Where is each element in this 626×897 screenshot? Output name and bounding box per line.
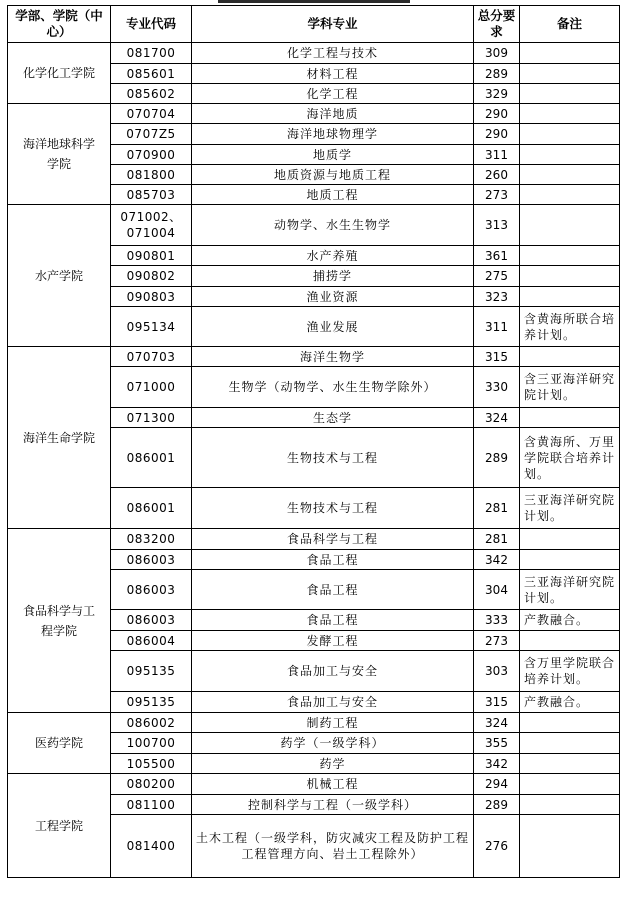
- note-cell: [520, 733, 620, 754]
- score-cell: 315: [474, 692, 520, 713]
- code-cell: 070703: [111, 347, 192, 367]
- header-row: [8, 6, 620, 43]
- score-cell: 303: [474, 651, 520, 692]
- score-cell: 260: [474, 165, 520, 185]
- department-cell: 工程学院: [8, 774, 111, 878]
- table-row: [8, 529, 620, 550]
- note-cell: [520, 246, 620, 266]
- major-cell: 地质资源与地质工程: [192, 165, 474, 185]
- major-cell: 机械工程: [192, 774, 474, 795]
- table-row: [8, 347, 620, 367]
- major-cell: 药学（一级学科）: [192, 733, 474, 754]
- code-cell: 095135: [111, 651, 192, 692]
- score-cell: 333: [474, 610, 520, 631]
- major-cell: 食品工程: [192, 570, 474, 610]
- code-cell: 095135: [111, 692, 192, 713]
- score-cell: 342: [474, 550, 520, 570]
- note-cell: 含黄海所联合培养计划。: [520, 307, 620, 347]
- department-cell: 海洋生命学院: [8, 347, 111, 529]
- score-cell: 276: [474, 815, 520, 878]
- note-cell: 三亚海洋研究院计划。: [520, 570, 620, 610]
- note-cell: 含万里学院联合培养计划。: [520, 651, 620, 692]
- major-cell: 材料工程: [192, 64, 474, 84]
- note-cell: [520, 754, 620, 774]
- score-cell: 289: [474, 64, 520, 84]
- major-cell: 渔业发展: [192, 307, 474, 347]
- note-cell: [520, 64, 620, 84]
- score-cell: 304: [474, 570, 520, 610]
- note-cell: [520, 529, 620, 550]
- table-row: [8, 774, 620, 795]
- header-note: 备注: [520, 6, 620, 43]
- department-cell: 海洋地球科学学院: [8, 104, 111, 205]
- top-border-bar: [218, 0, 410, 3]
- major-cell: 化学工程与技术: [192, 43, 474, 64]
- note-cell: [520, 43, 620, 64]
- note-cell: [520, 185, 620, 205]
- code-cell: 086003: [111, 570, 192, 610]
- code-cell: 090801: [111, 246, 192, 266]
- department-cell: 化学化工学院: [8, 43, 111, 104]
- score-cell: 309: [474, 43, 520, 64]
- major-cell: 控制科学与工程（一级学科）: [192, 795, 474, 815]
- score-cell: 311: [474, 145, 520, 165]
- major-cell: 生态学: [192, 408, 474, 428]
- major-cell: 药学: [192, 754, 474, 774]
- major-cell: 捕捞学: [192, 266, 474, 287]
- score-cell: 329: [474, 84, 520, 104]
- note-cell: [520, 145, 620, 165]
- score-cell: 323: [474, 287, 520, 307]
- major-cell: 发酵工程: [192, 631, 474, 651]
- header-major: 学科专业: [192, 6, 474, 43]
- code-cell: 086001: [111, 488, 192, 529]
- table-body: [8, 43, 620, 878]
- score-cell: 294: [474, 774, 520, 795]
- note-cell: [520, 631, 620, 651]
- note-cell: [520, 550, 620, 570]
- major-cell: 生物技术与工程: [192, 428, 474, 488]
- score-cell: 289: [474, 795, 520, 815]
- major-cell: 食品加工与安全: [192, 651, 474, 692]
- code-cell: 071002、071004: [111, 205, 192, 246]
- score-cell: 330: [474, 367, 520, 408]
- code-cell: 086002: [111, 713, 192, 733]
- table-row: [8, 43, 620, 64]
- score-cell: 290: [474, 124, 520, 145]
- major-cell: 食品加工与安全: [192, 692, 474, 713]
- code-cell: 095134: [111, 307, 192, 347]
- score-cell: 361: [474, 246, 520, 266]
- code-cell: 086004: [111, 631, 192, 651]
- table-row: [8, 104, 620, 124]
- code-cell: 080200: [111, 774, 192, 795]
- major-cell: 海洋地球物理学: [192, 124, 474, 145]
- note-cell: [520, 815, 620, 878]
- major-cell: 制药工程: [192, 713, 474, 733]
- note-cell: [520, 287, 620, 307]
- note-cell: 含三亚海洋研究院计划。: [520, 367, 620, 408]
- score-cell: 315: [474, 347, 520, 367]
- department-cell: 水产学院: [8, 205, 111, 347]
- code-cell: 081700: [111, 43, 192, 64]
- major-cell: 动物学、水生生物学: [192, 205, 474, 246]
- major-cell: 海洋生物学: [192, 347, 474, 367]
- major-cell: 食品工程: [192, 610, 474, 631]
- header-code: 专业代码: [111, 6, 192, 43]
- code-cell: 071000: [111, 367, 192, 408]
- note-cell: [520, 124, 620, 145]
- code-cell: 071300: [111, 408, 192, 428]
- major-cell: 化学工程: [192, 84, 474, 104]
- code-cell: 070704: [111, 104, 192, 124]
- score-cell: 324: [474, 713, 520, 733]
- score-cell: 290: [474, 104, 520, 124]
- note-cell: 产教融合。: [520, 692, 620, 713]
- major-cell: 渔业资源: [192, 287, 474, 307]
- code-cell: 085703: [111, 185, 192, 205]
- score-cell: 311: [474, 307, 520, 347]
- score-cell: 324: [474, 408, 520, 428]
- department-cell: 食品科学与工程学院: [8, 529, 111, 713]
- code-cell: 100700: [111, 733, 192, 754]
- score-cell: 275: [474, 266, 520, 287]
- code-cell: 0707Z5: [111, 124, 192, 145]
- note-cell: [520, 84, 620, 104]
- score-cell: 281: [474, 488, 520, 529]
- code-cell: 090802: [111, 266, 192, 287]
- score-cell: 313: [474, 205, 520, 246]
- code-cell: 086001: [111, 428, 192, 488]
- major-cell: 食品工程: [192, 550, 474, 570]
- header-dept: 学部、学院（中心）: [8, 6, 111, 43]
- note-cell: [520, 408, 620, 428]
- code-cell: 081800: [111, 165, 192, 185]
- score-cell: 273: [474, 185, 520, 205]
- code-cell: 086003: [111, 610, 192, 631]
- major-cell: 海洋地质: [192, 104, 474, 124]
- score-cell: 355: [474, 733, 520, 754]
- note-cell: [520, 347, 620, 367]
- note-cell: [520, 165, 620, 185]
- major-cell: 土木工程（一级学科，防灾减灾工程及防护工程工程管理方向、岩土工程除外）: [192, 815, 474, 878]
- code-cell: 083200: [111, 529, 192, 550]
- score-cell: 281: [474, 529, 520, 550]
- score-cell: 273: [474, 631, 520, 651]
- code-cell: 081100: [111, 795, 192, 815]
- note-cell: [520, 795, 620, 815]
- major-cell: 地质工程: [192, 185, 474, 205]
- code-cell: 085601: [111, 64, 192, 84]
- code-cell: 105500: [111, 754, 192, 774]
- note-cell: 三亚海洋研究院计划。: [520, 488, 620, 529]
- note-cell: [520, 266, 620, 287]
- major-cell: 水产养殖: [192, 246, 474, 266]
- score-cell: 289: [474, 428, 520, 488]
- code-cell: 086003: [111, 550, 192, 570]
- table-row: [8, 205, 620, 246]
- code-cell: 090803: [111, 287, 192, 307]
- note-cell: [520, 205, 620, 246]
- code-cell: 085602: [111, 84, 192, 104]
- note-cell: [520, 713, 620, 733]
- admission-score-table: [7, 5, 620, 878]
- note-cell: 产教融合。: [520, 610, 620, 631]
- major-cell: 生物学（动物学、水生生物学除外）: [192, 367, 474, 408]
- note-cell: [520, 104, 620, 124]
- major-cell: 食品科学与工程: [192, 529, 474, 550]
- note-cell: [520, 774, 620, 795]
- header-score: 总分要求: [474, 6, 520, 43]
- code-cell: 070900: [111, 145, 192, 165]
- score-cell: 342: [474, 754, 520, 774]
- major-cell: 生物技术与工程: [192, 488, 474, 529]
- department-cell: 医药学院: [8, 713, 111, 774]
- major-cell: 地质学: [192, 145, 474, 165]
- code-cell: 081400: [111, 815, 192, 878]
- note-cell: 含黄海所、万里学院联合培养计划。: [520, 428, 620, 488]
- table-row: [8, 713, 620, 733]
